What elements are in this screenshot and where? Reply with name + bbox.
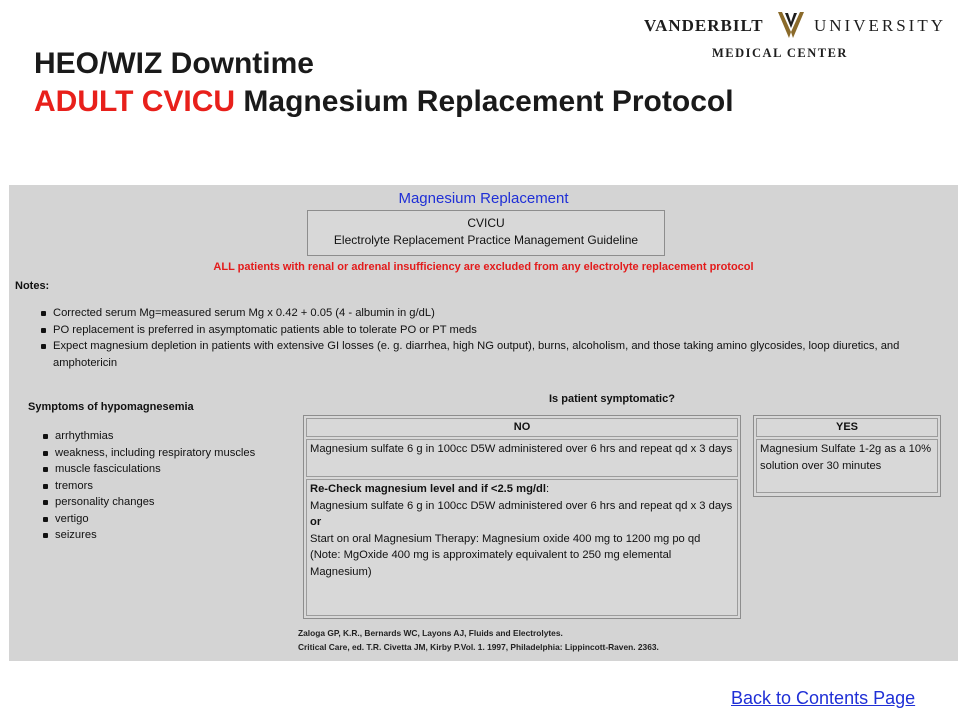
recheck-instruction: Re-Check magnesium level and if <2.5 mg/dl: bbox=[310, 483, 550, 495]
yes-dose: Magnesium Sulfate 1-2g as a 10% solution over 30 minutes bbox=[756, 439, 938, 493]
title-protocol-name: Magnesium Replacement Protocol bbox=[235, 85, 734, 118]
yes-header: YES bbox=[756, 418, 938, 437]
list-item: arrhythmias bbox=[39, 428, 259, 445]
bullet-icon bbox=[43, 467, 48, 472]
or-label: or bbox=[310, 516, 322, 528]
list-item: personality changes bbox=[39, 494, 259, 511]
no-recheck-cell bbox=[306, 479, 738, 616]
list-item: weakness, including respiratory muscles bbox=[39, 445, 259, 462]
symptoms-heading: Symptoms of hypomagnesemia bbox=[28, 401, 194, 413]
title-line-2 bbox=[34, 82, 734, 122]
bullet-icon bbox=[43, 517, 48, 522]
guideline-unit: CVICU bbox=[467, 216, 505, 230]
mgoxide-note: (Note: MgOxide 400 mg is approximately equivalent to 250 mg elemental Magnesium) bbox=[310, 549, 672, 578]
bullet-icon bbox=[43, 434, 48, 439]
symptomatic-question: Is patient symptomatic? bbox=[549, 393, 675, 405]
protocol-panel bbox=[9, 185, 958, 661]
recheck-condition: Re-Check magnesium level and if <2.5 mg/dl bbox=[310, 483, 546, 495]
bullet-icon bbox=[41, 311, 46, 316]
no-header: NO bbox=[306, 418, 738, 437]
oak-leaf-v-icon bbox=[776, 10, 806, 40]
no-branch-box bbox=[303, 415, 741, 619]
vanderbilt-logo bbox=[644, 8, 946, 64]
title-line-1: HEO/WIZ Downtime bbox=[34, 47, 314, 80]
list-item: vertigo bbox=[39, 511, 259, 528]
bullet-icon bbox=[41, 344, 46, 349]
symptoms-list bbox=[39, 428, 259, 544]
exclusion-warning: ALL patients with renal or adrenal insufficiency are excluded from any electrolyte replacement protocol bbox=[213, 261, 754, 273]
recheck-dose: Magnesium sulfate 6 g in 100cc D5W administered over 6 hrs and repeat qd x 3 days bbox=[310, 499, 733, 512]
bullet-icon bbox=[43, 500, 48, 505]
back-to-contents-link[interactable]: Back to Contents Page bbox=[731, 688, 916, 708]
notes-list bbox=[37, 305, 937, 371]
logo-text-vanderbilt: VANDERBILT bbox=[644, 16, 764, 35]
title-unit-highlight: ADULT CVICU bbox=[34, 85, 236, 118]
bullet-icon bbox=[43, 451, 48, 456]
yes-branch-box bbox=[753, 415, 941, 497]
no-initial-dose: Magnesium sulfate 6 g in 100cc D5W administered over 6 hrs and repeat qd x 3 days bbox=[306, 439, 738, 477]
list-item: PO replacement is preferred in asymptomatic patients able to tolerate PO or PT meds bbox=[37, 322, 937, 339]
slide-title bbox=[34, 46, 734, 122]
guideline-name: Electrolyte Replacement Practice Management Guideline bbox=[333, 233, 639, 247]
bullet-icon bbox=[43, 484, 48, 489]
logo-text-medical-center: MEDICAL CENTER bbox=[712, 46, 848, 60]
list-item: Corrected serum Mg=measured serum Mg x 0.42 + 0.05 (4 - albumin in g/dL) bbox=[37, 305, 937, 322]
reference-citation: Zaloga GP, K.R., Bernards WC, Layons AJ, Fluids and Electrolytes. Critical Care, ed. T.R. Civetta JM, Kirby P.Vol. 1. 1997, Philadelphia: Lippincott-Raven. 2363. bbox=[298, 628, 659, 652]
notes-heading: Notes: bbox=[15, 280, 50, 292]
list-item: seizures bbox=[39, 527, 259, 544]
panel-title: Magnesium Replacement bbox=[398, 190, 569, 207]
logo-text-university: UNIVERSITY bbox=[814, 16, 946, 35]
bullet-icon bbox=[41, 328, 46, 333]
guideline-box bbox=[307, 210, 665, 256]
list-item: Expect magnesium depletion in patients with extensive GI losses (e. g. diarrhea, high NG output), burns, alcoholism, and those taking amino glycosides, loop diuretics, and amphotericin bbox=[37, 338, 937, 371]
bullet-icon bbox=[43, 533, 48, 538]
list-item: tremors bbox=[39, 478, 259, 495]
oral-therapy: Start on oral Magnesium Therapy: Magnesium oxide 400 mg to 1200 mg po qd bbox=[310, 532, 701, 545]
list-item: muscle fasciculations bbox=[39, 461, 259, 478]
